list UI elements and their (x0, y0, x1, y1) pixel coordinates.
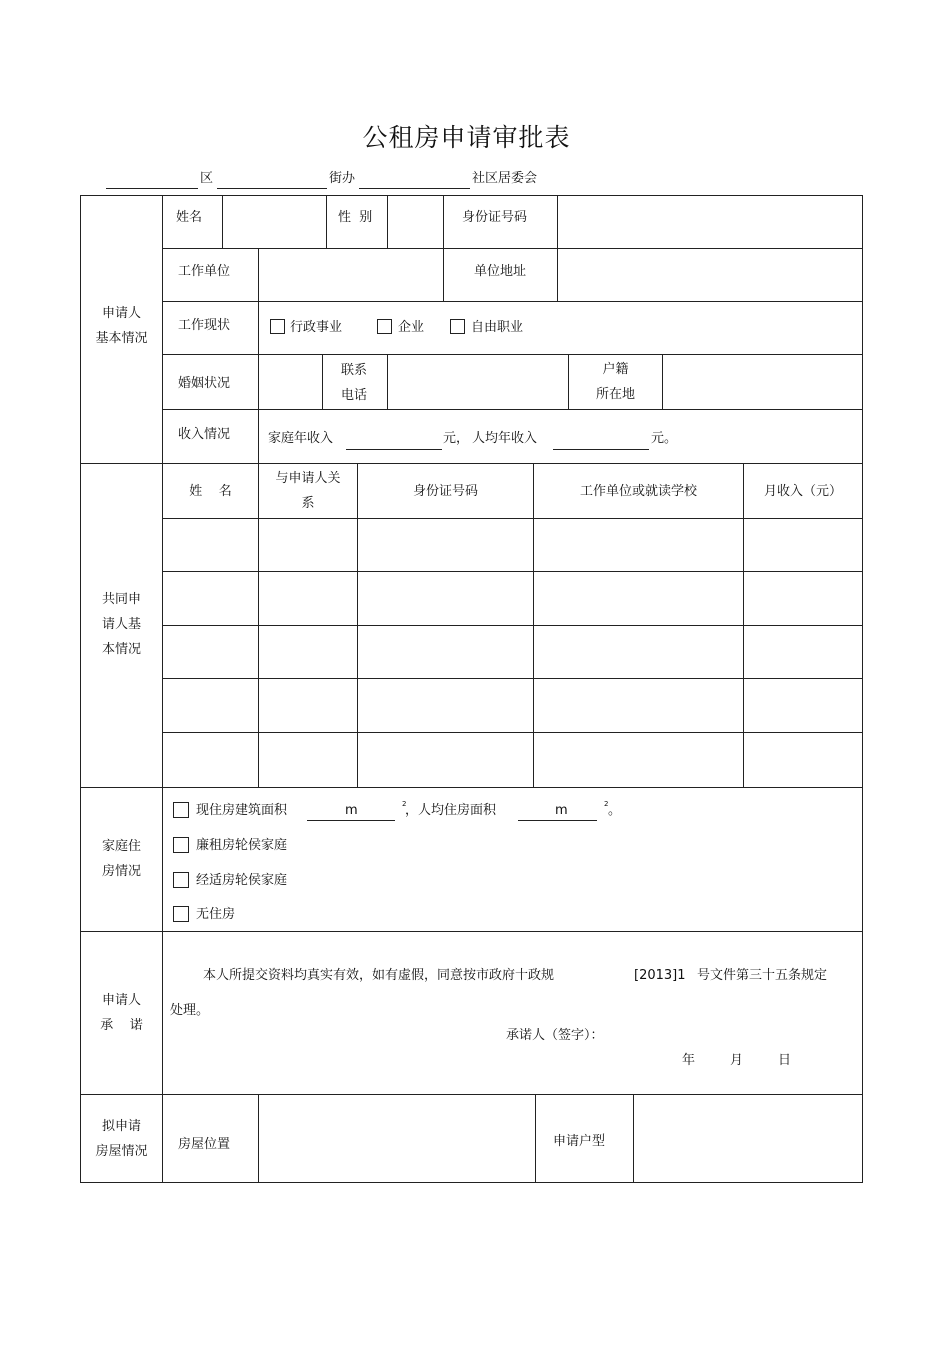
job-option-label: 行政事业 (290, 320, 343, 335)
col-header-id-number: 身份证号码 (412, 483, 478, 499)
label-household-income: 家庭年收入 (268, 431, 334, 446)
divider (80, 931, 863, 932)
label-per-capita-income: 人均年收入 (472, 431, 538, 446)
label-marital: 婚姻状况 (178, 376, 231, 391)
job-option-label: 企业 (398, 320, 425, 335)
table-row[interactable] (163, 626, 862, 678)
employer-address-field[interactable] (558, 249, 862, 301)
job-option-freelance-checkbox[interactable] (450, 319, 465, 334)
pledge-text: 本人所提交资料均真实有效，如有虚假，同意按市政府十政规 (203, 968, 555, 983)
housing-none-checkbox[interactable] (173, 906, 189, 922)
section-pledge: 申请人 承 诺 (100, 993, 143, 1033)
building-area-blank[interactable] (307, 820, 395, 821)
district-blank[interactable] (106, 188, 198, 189)
label-id-number: 身份证号码 (462, 210, 528, 225)
page-title: 公租房申请审批表 (362, 123, 571, 152)
label-phone: 联系 电话 (341, 363, 368, 403)
divider (80, 787, 863, 788)
name-field[interactable] (223, 196, 326, 248)
signer-label: 承诺人（签字）： (506, 1028, 604, 1043)
subdistrict-label: 街办 (329, 171, 356, 186)
divider (443, 195, 444, 302)
label-employer-address: 单位地址 (474, 264, 527, 279)
housing-current-area-checkbox[interactable] (173, 802, 189, 818)
divider (322, 354, 323, 409)
job-option-label: 自由职业 (471, 320, 524, 335)
unit-superscript: 2 (604, 800, 609, 808)
divider (535, 1094, 536, 1183)
divider (162, 301, 863, 302)
period: 。 (608, 803, 622, 818)
divider (162, 409, 863, 410)
job-option-enterprise-checkbox[interactable] (377, 319, 392, 334)
label-house-location: 房屋位置 (178, 1137, 231, 1152)
unit-m: m (555, 803, 568, 818)
per-capita-area-label: ，人均住房面积 (405, 803, 497, 818)
household-income-blank[interactable] (346, 449, 442, 450)
table-row[interactable] (163, 572, 862, 625)
subdistrict-blank[interactable] (217, 188, 327, 189)
label-employer: 工作单位 (178, 264, 231, 279)
job-option-government-checkbox[interactable] (270, 319, 285, 334)
unit-superscript: 2 (402, 800, 407, 808)
employer-field[interactable] (259, 249, 443, 301)
district-label: 区 (200, 171, 214, 186)
housing-option-label: 无住房 (196, 907, 236, 922)
section-co-applicants: 共同申 请人基 本情况 (101, 592, 141, 657)
section-applicant: 申请人 基本情况 (95, 306, 148, 346)
col-header-relation: 与申请人关 系 (275, 471, 341, 511)
col-header-workplace: 工作单位或就读学校 (579, 483, 697, 499)
community-label: 社区居委会 (472, 171, 538, 186)
section-intended-housing: 拟申请 房屋情况 (95, 1119, 148, 1159)
housing-lowrent-waiting-checkbox[interactable] (173, 837, 189, 853)
table-row[interactable] (163, 519, 862, 571)
section-housing: 家庭住 房情况 (101, 839, 141, 879)
signature-field[interactable] (612, 1024, 792, 1046)
col-header-name: 姓 名 (189, 483, 232, 499)
date-year-label: 年 (682, 1053, 696, 1068)
label-name: 姓名 (176, 210, 203, 225)
housing-option-label: 现住房建筑面积 (196, 803, 288, 818)
pledge-doc-number: [2013]1 (634, 968, 686, 983)
label-job-status: 工作现状 (178, 318, 231, 333)
yuan-comma: 元， (443, 431, 470, 446)
phone-field[interactable] (388, 355, 568, 409)
date-day-label: 日 (778, 1053, 792, 1068)
pledge-text: 号文件第三十五条规定 (697, 968, 828, 983)
table-row[interactable] (163, 679, 862, 732)
yuan-end: 元。 (651, 431, 678, 446)
label-income: 收入情况 (178, 427, 231, 442)
unit-m: m (345, 803, 358, 818)
hukou-field[interactable] (663, 355, 862, 409)
housing-option-label: 廉租房轮侯家庭 (196, 838, 288, 853)
divider (326, 195, 327, 248)
per-capita-income-blank[interactable] (553, 449, 649, 450)
table-row[interactable] (163, 733, 862, 787)
gender-field[interactable] (388, 196, 443, 248)
marital-field[interactable] (259, 355, 322, 409)
id-number-field[interactable] (558, 196, 862, 248)
label-hukou: 户籍 所在地 (595, 362, 635, 402)
label-gender: 性 别 (338, 210, 373, 225)
pledge-text: 处理。 (170, 1003, 210, 1018)
house-location-field[interactable] (259, 1095, 535, 1182)
unit-type-field[interactable] (634, 1095, 862, 1182)
housing-option-label: 经适房轮侯家庭 (196, 873, 288, 888)
label-unit-type: 申请户型 (553, 1134, 606, 1149)
col-header-monthly-income: 月收入（元） (763, 483, 842, 499)
housing-affordable-waiting-checkbox[interactable] (173, 872, 189, 888)
per-capita-area-blank[interactable] (518, 820, 597, 821)
date-month-label: 月 (730, 1053, 744, 1068)
community-blank[interactable] (359, 188, 470, 189)
